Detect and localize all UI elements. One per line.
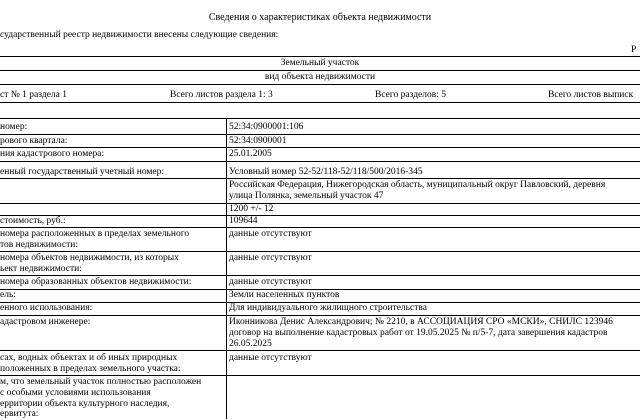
row-value: Земли населенных пунктов — [229, 290, 340, 300]
row-label: ель: — [0, 290, 16, 300]
rule — [0, 134, 640, 135]
row-label-line-2: с особыми условиями использования — [0, 388, 151, 398]
row-label-line-2: положенных в пределах земельного участка: — [0, 364, 181, 374]
row-value: данные отсутствуют — [229, 277, 312, 287]
row-value: данные отсутствуют — [229, 353, 312, 363]
row-value: 109644 — [229, 216, 258, 226]
row-label: енного использования: — [0, 303, 93, 313]
row-label: енный государственный учетный номер: — [0, 167, 165, 177]
rule — [0, 118, 640, 119]
right-mark: Р — [631, 45, 637, 55]
row-value: 25.01.2005 — [229, 149, 272, 159]
intro-text: сударственный реестр недвижимости внесены следующие сведения: — [0, 30, 279, 40]
rule — [0, 275, 640, 276]
row-label: стоимость, руб.: — [0, 216, 66, 226]
row-label: м, что земельный участок полностью расположен — [0, 377, 202, 387]
row-label: рового квартала: — [0, 136, 68, 146]
rule — [0, 84, 640, 85]
row-value: данные отсутствуют — [229, 253, 312, 263]
row-value: 1200 +/- 12 — [229, 204, 274, 214]
row-label-line-2: тов недвижимости: — [0, 240, 78, 250]
row-label-line-3: ерритории объекта культурного наследия, — [0, 399, 170, 409]
row-label: сах, водных объектах и об иных природных — [0, 353, 178, 363]
row-label: номера расположенных в пределах земельного — [0, 229, 190, 239]
total-extract-sheets: Всего листов выписк — [548, 90, 634, 100]
rule — [0, 251, 640, 252]
row-label: ния кадастрового номера: — [0, 149, 105, 159]
row-label: номера образованных объектов недвижимости: — [0, 277, 192, 287]
row-value: 52:34:0900001 — [229, 136, 287, 146]
rule — [0, 102, 640, 103]
row-value: Условный номер 52-52/118-52/118/500/2016-345 — [229, 167, 423, 177]
rule — [0, 147, 640, 148]
document-title: Сведения о характеристиках объекта недвижимости — [208, 12, 432, 23]
rule — [0, 56, 640, 57]
rule — [0, 215, 640, 216]
rule — [0, 178, 640, 179]
row-label: номера объектов недвижимости, из которых — [0, 253, 179, 263]
row-label: номер: — [0, 122, 28, 132]
engineer-line-2: договор на выполнение кадастровых работ от 19.05.2025 № п/5-7, дата завершения кадастров — [229, 328, 608, 338]
rule — [0, 203, 640, 204]
object-type-caption: вид объекта недвижимости — [264, 72, 376, 82]
total-sheets: Всего листов раздела 1: 3 — [170, 90, 273, 100]
column-divider — [226, 118, 227, 419]
row-value: данные отсутствуют — [229, 229, 312, 239]
rule — [0, 350, 640, 351]
sheet-number: ст № 1 раздела 1 — [0, 90, 67, 100]
engineer-line-3: 26.05.2025 — [229, 339, 272, 349]
engineer-line-1: Иконникова Денис Александрович; № 2210, в АССОЦИАЦИЯ СРО «МСКИ», СНИЛС 123946 — [229, 317, 613, 327]
rule — [0, 161, 640, 162]
rule — [0, 227, 640, 228]
row-value: Для индивидуального жилищного строительства — [229, 303, 427, 313]
rule — [0, 70, 640, 71]
rule — [0, 315, 640, 316]
address-line-2: улица Полянка, земельный участок 47 — [229, 191, 384, 201]
object-type: Земельный участок — [280, 58, 360, 68]
row-label-line-2: ьект недвижимости: — [0, 264, 82, 274]
row-label-line-4: ервитута: — [0, 409, 39, 419]
row-value: 52:34:0900001:106 — [229, 122, 304, 132]
rule — [0, 375, 640, 376]
total-sections: Всего разделов: 5 — [375, 90, 447, 100]
row-label: адастровом инженере: — [0, 317, 91, 327]
address-line-1: Российская Федерация, Нижегородская область, муниципальный округ Павловский, деревня — [229, 180, 606, 190]
